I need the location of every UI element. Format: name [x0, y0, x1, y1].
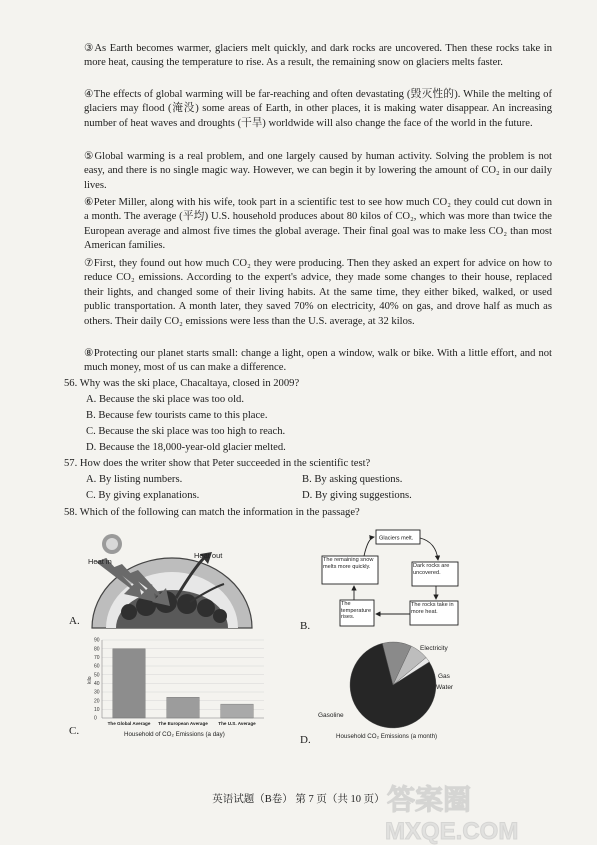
- bar-chart-title: Household of CO₂ Emissions (a day): [124, 731, 225, 738]
- paragraph-6: ⑥Peter Miller, along with his wife, took part in a scientific test to see how much CO₂ they could cut down in a month. The average (平均) U.S. household produces about 80 kilos of CO₂, which was more than twice the European average and almost five times the global average. Their final goal was to make less CO₂ than most American families.: [84, 197, 552, 252]
- cycle-text-2: Dark rocks are uncovered.: [413, 563, 450, 576]
- cycle-text-4: The temperature rises.: [341, 601, 372, 621]
- q57-option-b: B. By asking questions.: [302, 474, 403, 485]
- paragraph-7: ⑦First, they found out how much CO₂ they were producing. Then they asked an expert for advice on how to reduce CO₂ emissions. According to the expert's advice, they made some changes to their house, replaced their lights, and changed some of their living habits. At the same time, they either biked, walked, or used public transportation. A month later, they saved 70% on electricity, 40% on gas, and drove half as much as others. Their daily CO₂ emissions were less than the U.S. average, at 32 kilos.: [84, 258, 552, 327]
- bar-y-tick: 30: [94, 689, 100, 696]
- pie-label-gasoline: Gasoline: [318, 712, 344, 719]
- bar-y-tick: 40: [94, 680, 100, 687]
- bar-y-tick: 60: [94, 663, 100, 670]
- figure-a-greenhouse: [84, 528, 259, 638]
- bar-y-tick: 70: [94, 654, 100, 661]
- figure-c-label: C.: [69, 725, 80, 737]
- bar-1: [167, 697, 199, 718]
- paragraph-3: ③As Earth becomes warmer, glaciers melt quickly, and dark rocks are uncovered. Then these rocks take in more heat, causing the temperature to rise. As a result, the remaining snow on glaciers melts faster.: [84, 43, 552, 69]
- pie-label-electricity: Electricity: [420, 645, 448, 652]
- figure-b-label: B.: [300, 620, 311, 632]
- bar-y-tick: 90: [94, 637, 100, 644]
- bar-y-axis-label: kilo: [87, 676, 93, 684]
- heat-out-label: Heat out: [194, 551, 223, 560]
- cycle-text-1: Glaciers melt.: [379, 535, 414, 542]
- question-56: 56. Why was the ski place, Chacaltaya, closed in 2009?: [64, 378, 300, 389]
- q57-option-d: D. By giving suggestions.: [302, 490, 412, 501]
- figure-c-bar-chart: [84, 636, 274, 740]
- bar-2: [221, 704, 253, 718]
- heat-in-label: Heat in: [88, 557, 112, 566]
- cycle-text-5: The remaining snow melts more quickly.: [323, 557, 374, 570]
- q56-option-a: A. Because the ski place was too old.: [86, 394, 244, 405]
- bar-y-tick: 0: [94, 715, 97, 722]
- bar-y-tick: 10: [94, 706, 100, 713]
- q56-option-d: D. Because the 18,000-year-old glacier melted.: [86, 442, 286, 453]
- bar-category-label: The U.S. Average: [218, 721, 256, 726]
- bar-0: [113, 649, 145, 718]
- bar-y-tick: 50: [94, 672, 100, 679]
- q56-option-b: B. Because few tourists came to this place.: [86, 410, 268, 421]
- q57-option-c: C. By giving explanations.: [86, 490, 200, 501]
- page-footer: 英语试题（B卷） 第 7 页（共 10 页）: [212, 794, 385, 805]
- figure-d-pie-chart: [318, 640, 468, 744]
- paragraph-4: ④The effects of global warming will be far-reaching and often devastating (毁灭性的). While the melting of glaciers may flood (淹没) some areas of Earth, in other places, it is making water disappear. An increasing number of heat waves and droughts (干旱) worldwide will also change the face of the world in the future.: [84, 89, 552, 129]
- question-57: 57. How does the writer show that Peter succeeded in the scientific test?: [64, 458, 371, 469]
- paragraph-5: ⑤Global warming is a real problem, and one largely caused by human activity. Solving the problem is not easy, and there is no single magic way. However, we can begin it by lowering the amount of CO₂ in our daily lives.: [84, 151, 552, 191]
- pie-chart-title: Household CO₂ Emissions (a month): [336, 733, 438, 740]
- svg-text:答案圈: 答案圈: [387, 783, 472, 816]
- bar-y-tick: 80: [94, 646, 100, 653]
- bar-category-label: The European Average: [158, 721, 208, 726]
- paragraph-8: ⑧Protecting our planet starts small: change a light, open a window, walk or bike. With a little effort, and not much money, most of us can make a difference.: [84, 348, 552, 374]
- svg-text:MXQE.COM: MXQE.COM: [385, 818, 519, 845]
- pie-label-water: Water: [436, 684, 454, 691]
- bar-category-label: The Global Average: [107, 721, 151, 726]
- cycle-text-3: The rocks take in more heat.: [411, 602, 454, 615]
- q57-option-a: A. By listing numbers.: [86, 474, 183, 485]
- question-58: 58. Which of the following can match the information in the passage?: [64, 507, 360, 518]
- figure-a-label: A.: [69, 615, 80, 627]
- figure-b-cycle-diagram: [318, 526, 463, 631]
- q56-option-c: C. Because the ski place was too high to reach.: [86, 426, 286, 437]
- watermark-logo: [377, 775, 567, 845]
- pie-label-gas: Gas: [438, 673, 450, 680]
- figure-d-label: D.: [300, 734, 311, 746]
- bar-y-tick: 20: [94, 698, 100, 705]
